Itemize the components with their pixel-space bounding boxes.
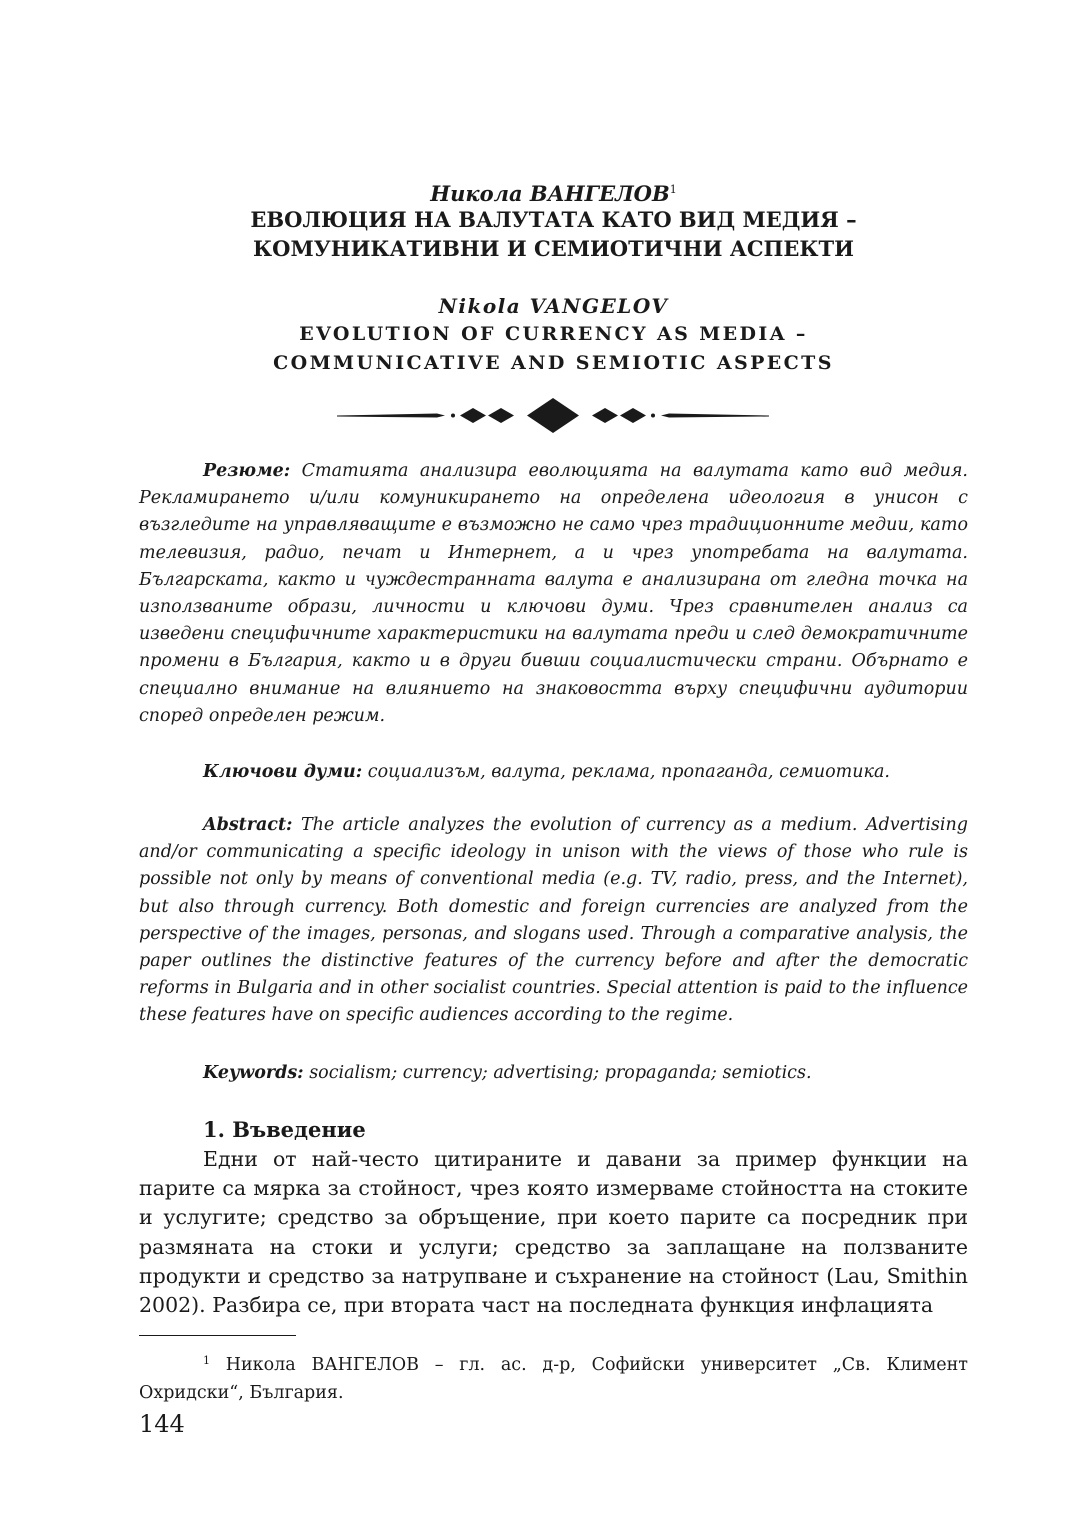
ornament-divider-icon <box>337 396 769 436</box>
abstract-en-text: The article analyzes the evolution of currency as a medium. Advertising and/or communicating a specific ideology in unison with the views of those who rule is possible not only by means of conventional media (e.g. TV, radio, press, and the Internet), but also through currency. Both domestic and foreign currencies are analyzed from the perspective of the images, personas, and slogans used. Through a comparative analysis, the paper outlines the distinctive features of the currency before and after the democratic reforms in Bulgaria and in other socialist countries. Special attention is paid to the influence these features have on specific audiences according to the regime. <box>139 815 968 1026</box>
author-name-en: Nikola VANGELOV <box>438 294 669 318</box>
article-title-bg <box>139 205 968 263</box>
section-body <box>139 1145 968 1320</box>
abstract-bg-label: Резюме: <box>203 461 291 481</box>
keywords-bg <box>139 759 968 786</box>
keywords-en-label: Keywords: <box>203 1063 304 1083</box>
section-body-text: Едни от най-често цитираните и давани за пример функции на парите са мярка за стойност, чрез която измерваме стойността на стоките и услугите; средство за обръщение, при което парите са посредник при размяната на стоки и услуги; средство за заплащане на ползваните продукти и средство за натрупване и съхранение на стойност (Lau, Smithin 2002). Разбира се, при втората част на последната функция инфлацията <box>139 1147 968 1318</box>
keywords-bg-label: Ключови думи: <box>203 762 363 782</box>
title-bg-line-1: ЕВОЛЮЦИЯ НА ВАЛУТАТА КАТО ВИД МЕДИЯ – <box>250 207 857 232</box>
footnote-ref-mark: 1 <box>669 183 677 196</box>
document-page <box>139 0 968 1534</box>
keywords-bg-text: социализъм, валута, реклама, пропаганда, семиотика. <box>362 762 890 782</box>
section-heading: 1. Въведение <box>203 1117 366 1142</box>
abstract-en-label: Abstract: <box>203 815 293 835</box>
abstract-en <box>139 812 968 1030</box>
footnote-mark: 1 <box>203 1354 210 1367</box>
footnote <box>139 1347 968 1407</box>
footnote-divider <box>139 1335 296 1336</box>
keywords-en-text: socialism; currency; advertising; propaganda; semiotics. <box>303 1063 812 1083</box>
title-en-line-2: COMMUNICATIVE AND SEMIOTIC ASPECTS <box>273 352 834 374</box>
page-number: 144 <box>139 1410 185 1438</box>
abstract-bg-text: Статията анализира еволюцията на валутата като вид медия. Рекламирането и/или комуникирането на определена идеология в унисон с възгледите на управляващите е възможно не само чрез традиционните медии, като телевизия, радио, печат и Интернет, а и чрез употребата на валутата. Българската, както и чуждестранната валута е анализирана от гледна точка на използваните образи, личности и ключови думи. Чрез сравнителен анализ са изведени специфичните характеристики на валутата преди и след демократичните промени в България, както и в други бивши социалистически страни. Обърнато е специално внимание на влиянието на знаковостта върху специфични аудитории според определен режим. <box>139 461 968 726</box>
footnote-text: Никола ВАНГЕЛОВ – гл. ас. д-р, Софийски университет „Св. Климент Охридски“, България. <box>139 1355 968 1403</box>
article-title-en <box>139 320 968 378</box>
author-name-bg <box>139 176 968 208</box>
keywords-en <box>139 1060 968 1087</box>
abstract-bg <box>139 458 968 730</box>
title-en-line-1: EVOLUTION OF CURRENCY AS MEDIA – <box>299 323 808 345</box>
title-bg-line-2: КОМУНИКАТИВНИ И СЕМИОТИЧНИ АСПЕКТИ <box>253 236 854 261</box>
author-name-bg-text: Никола ВАНГЕЛОВ <box>430 181 670 206</box>
